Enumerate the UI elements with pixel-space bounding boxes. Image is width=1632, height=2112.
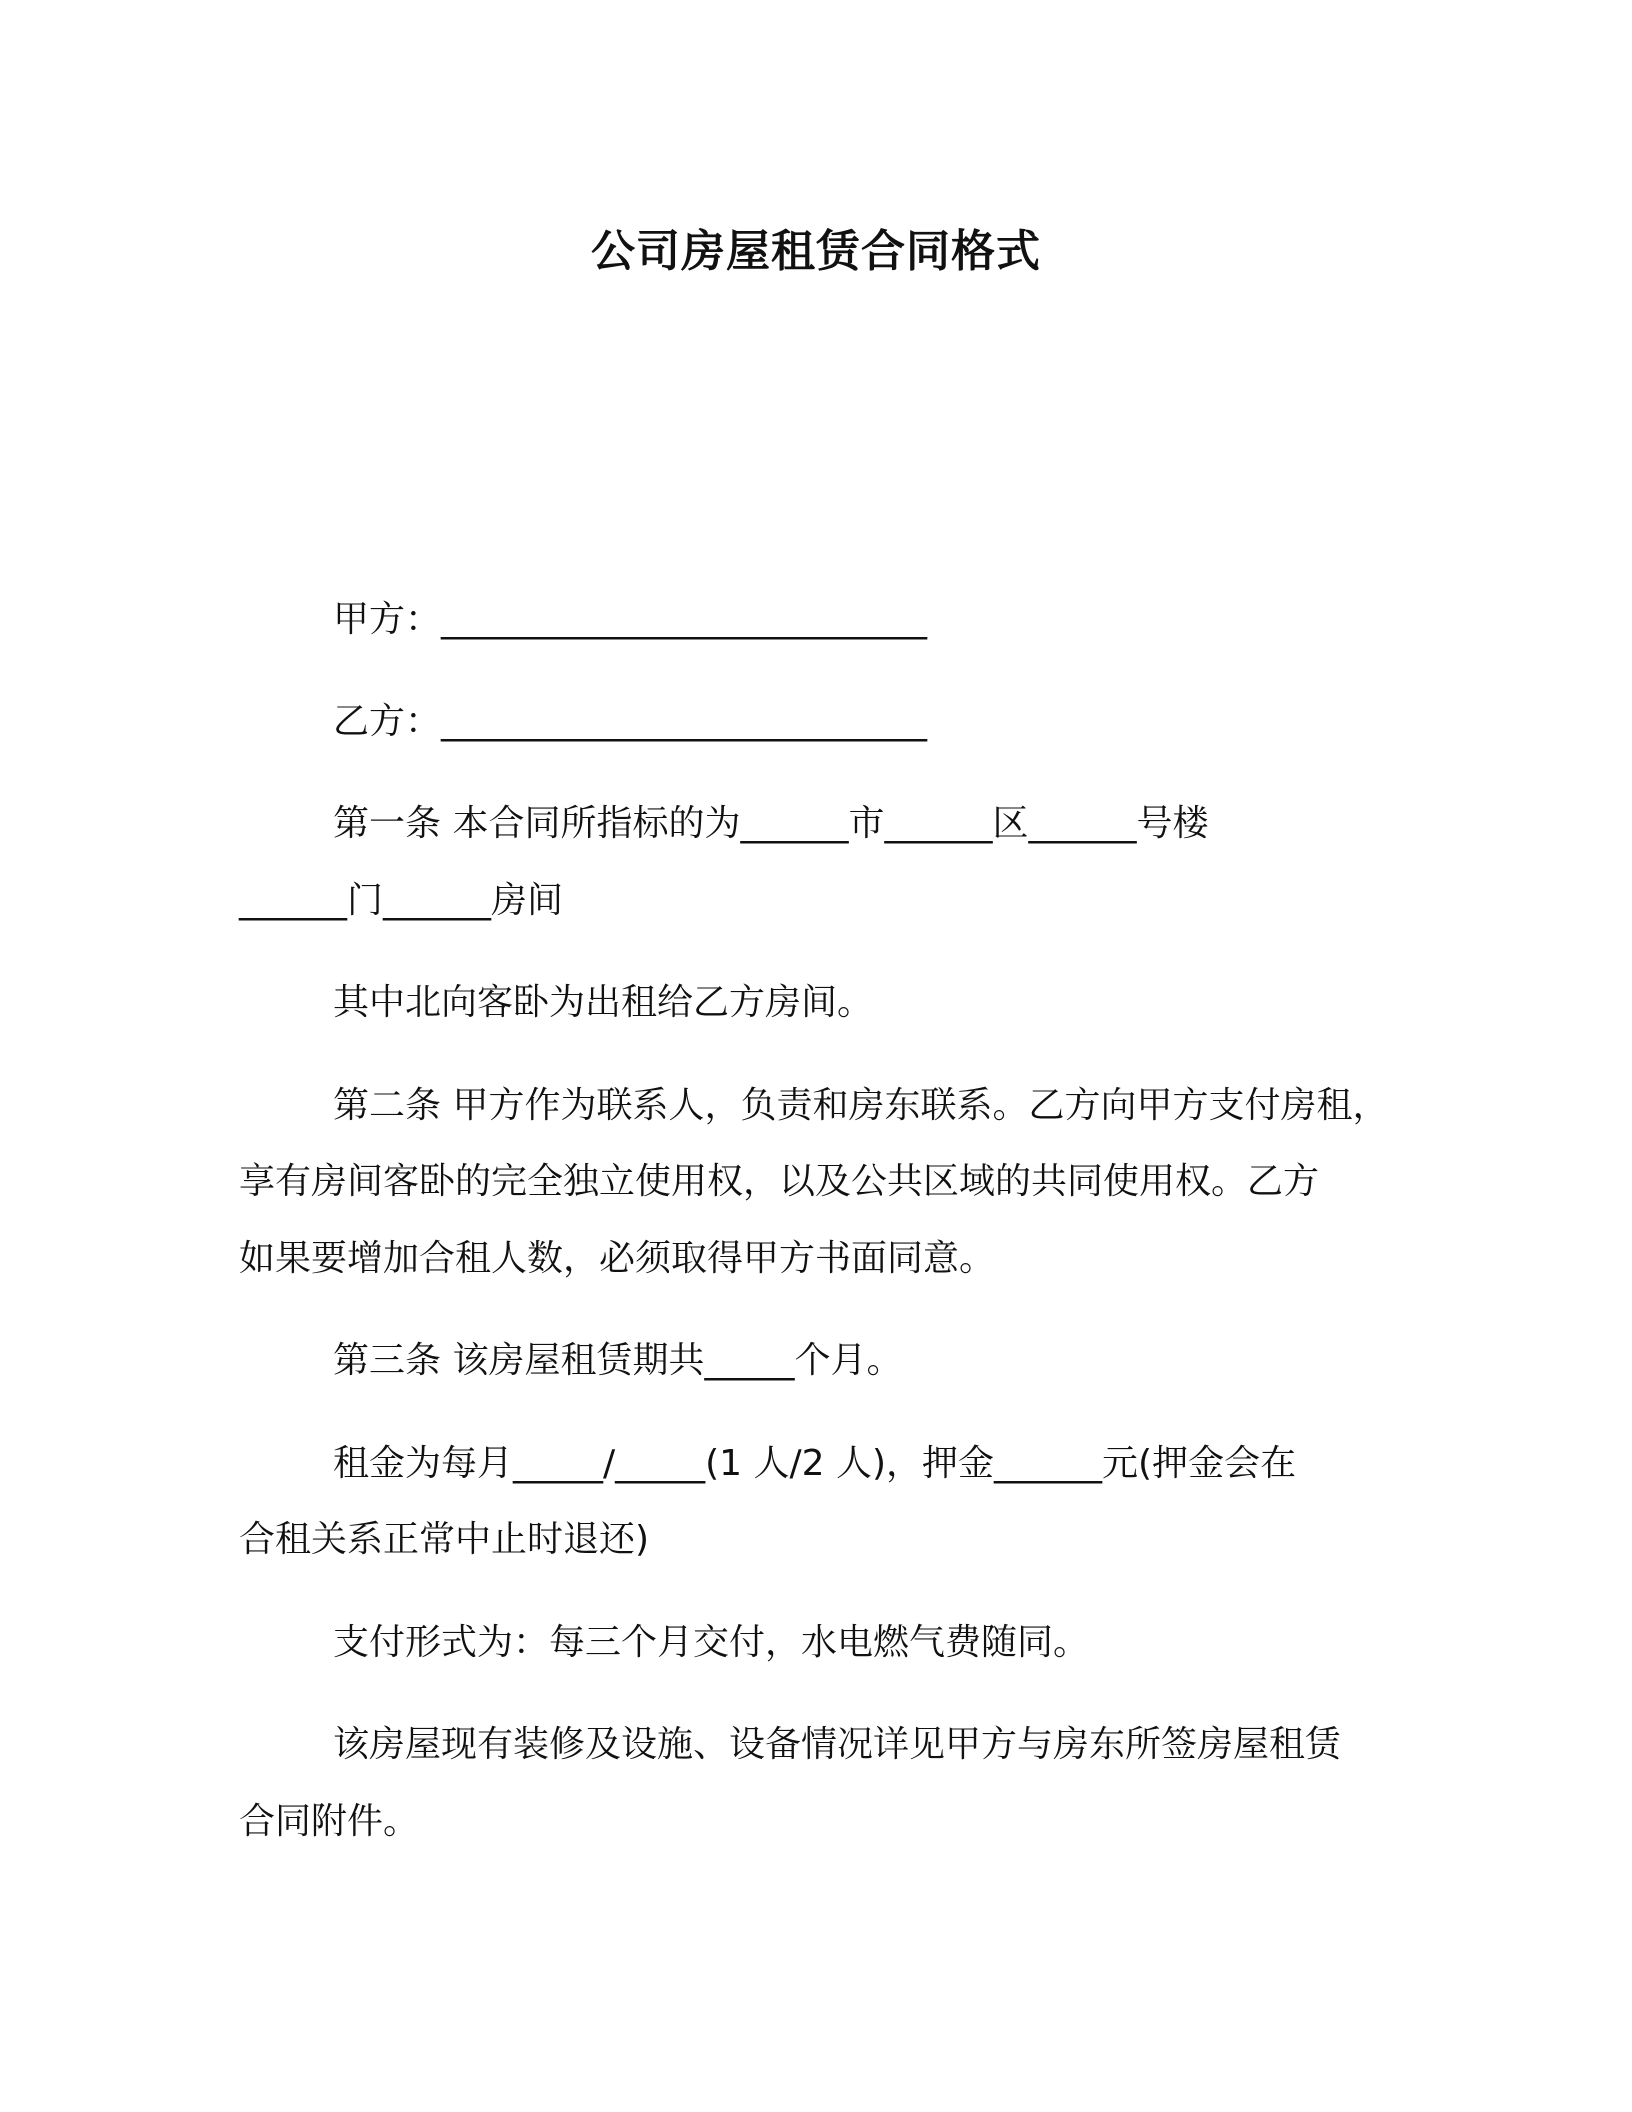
- facilities-line-2: 合同附件。: [239, 1801, 420, 1842]
- article-1-line-1: 第一条 本合同所指标的为______市______区______号楼: [333, 803, 1209, 844]
- party-a-line: 甲方：___________________________: [333, 599, 928, 640]
- document-title: 公司房屋租赁合同格式: [591, 226, 1041, 277]
- rent-line-2: 合租关系正常中止时退还): [239, 1519, 650, 1560]
- facilities-line-1: 该房屋现有装修及设施、设备情况详见甲方与房东所签房屋租赁: [333, 1724, 1342, 1765]
- article-2-line-2: 享有房间客卧的完全独立使用权，以及公共区域的共同使用权。乙方: [239, 1161, 1320, 1202]
- rent-line-1: 租金为每月_____/_____(1 人/2 人)，押金______元(押金会在: [333, 1443, 1297, 1484]
- party-b-line: 乙方：___________________________: [333, 701, 928, 742]
- article-2-line-3: 如果要增加合租人数，必须取得甲方书面同意。: [239, 1238, 996, 1279]
- article-2-line-1: 第二条 甲方作为联系人，负责和房东联系。乙方向甲方支付房租，: [333, 1085, 1389, 1126]
- article-3-line: 第三条 该房屋租赁期共_____个月。: [333, 1340, 903, 1381]
- room-description: 其中北向客卧为出租给乙方房间。: [333, 982, 874, 1023]
- payment-line: 支付形式为：每三个月交付，水电燃气费随同。: [333, 1622, 1090, 1663]
- article-1-line-2: ______门______房间: [239, 880, 564, 921]
